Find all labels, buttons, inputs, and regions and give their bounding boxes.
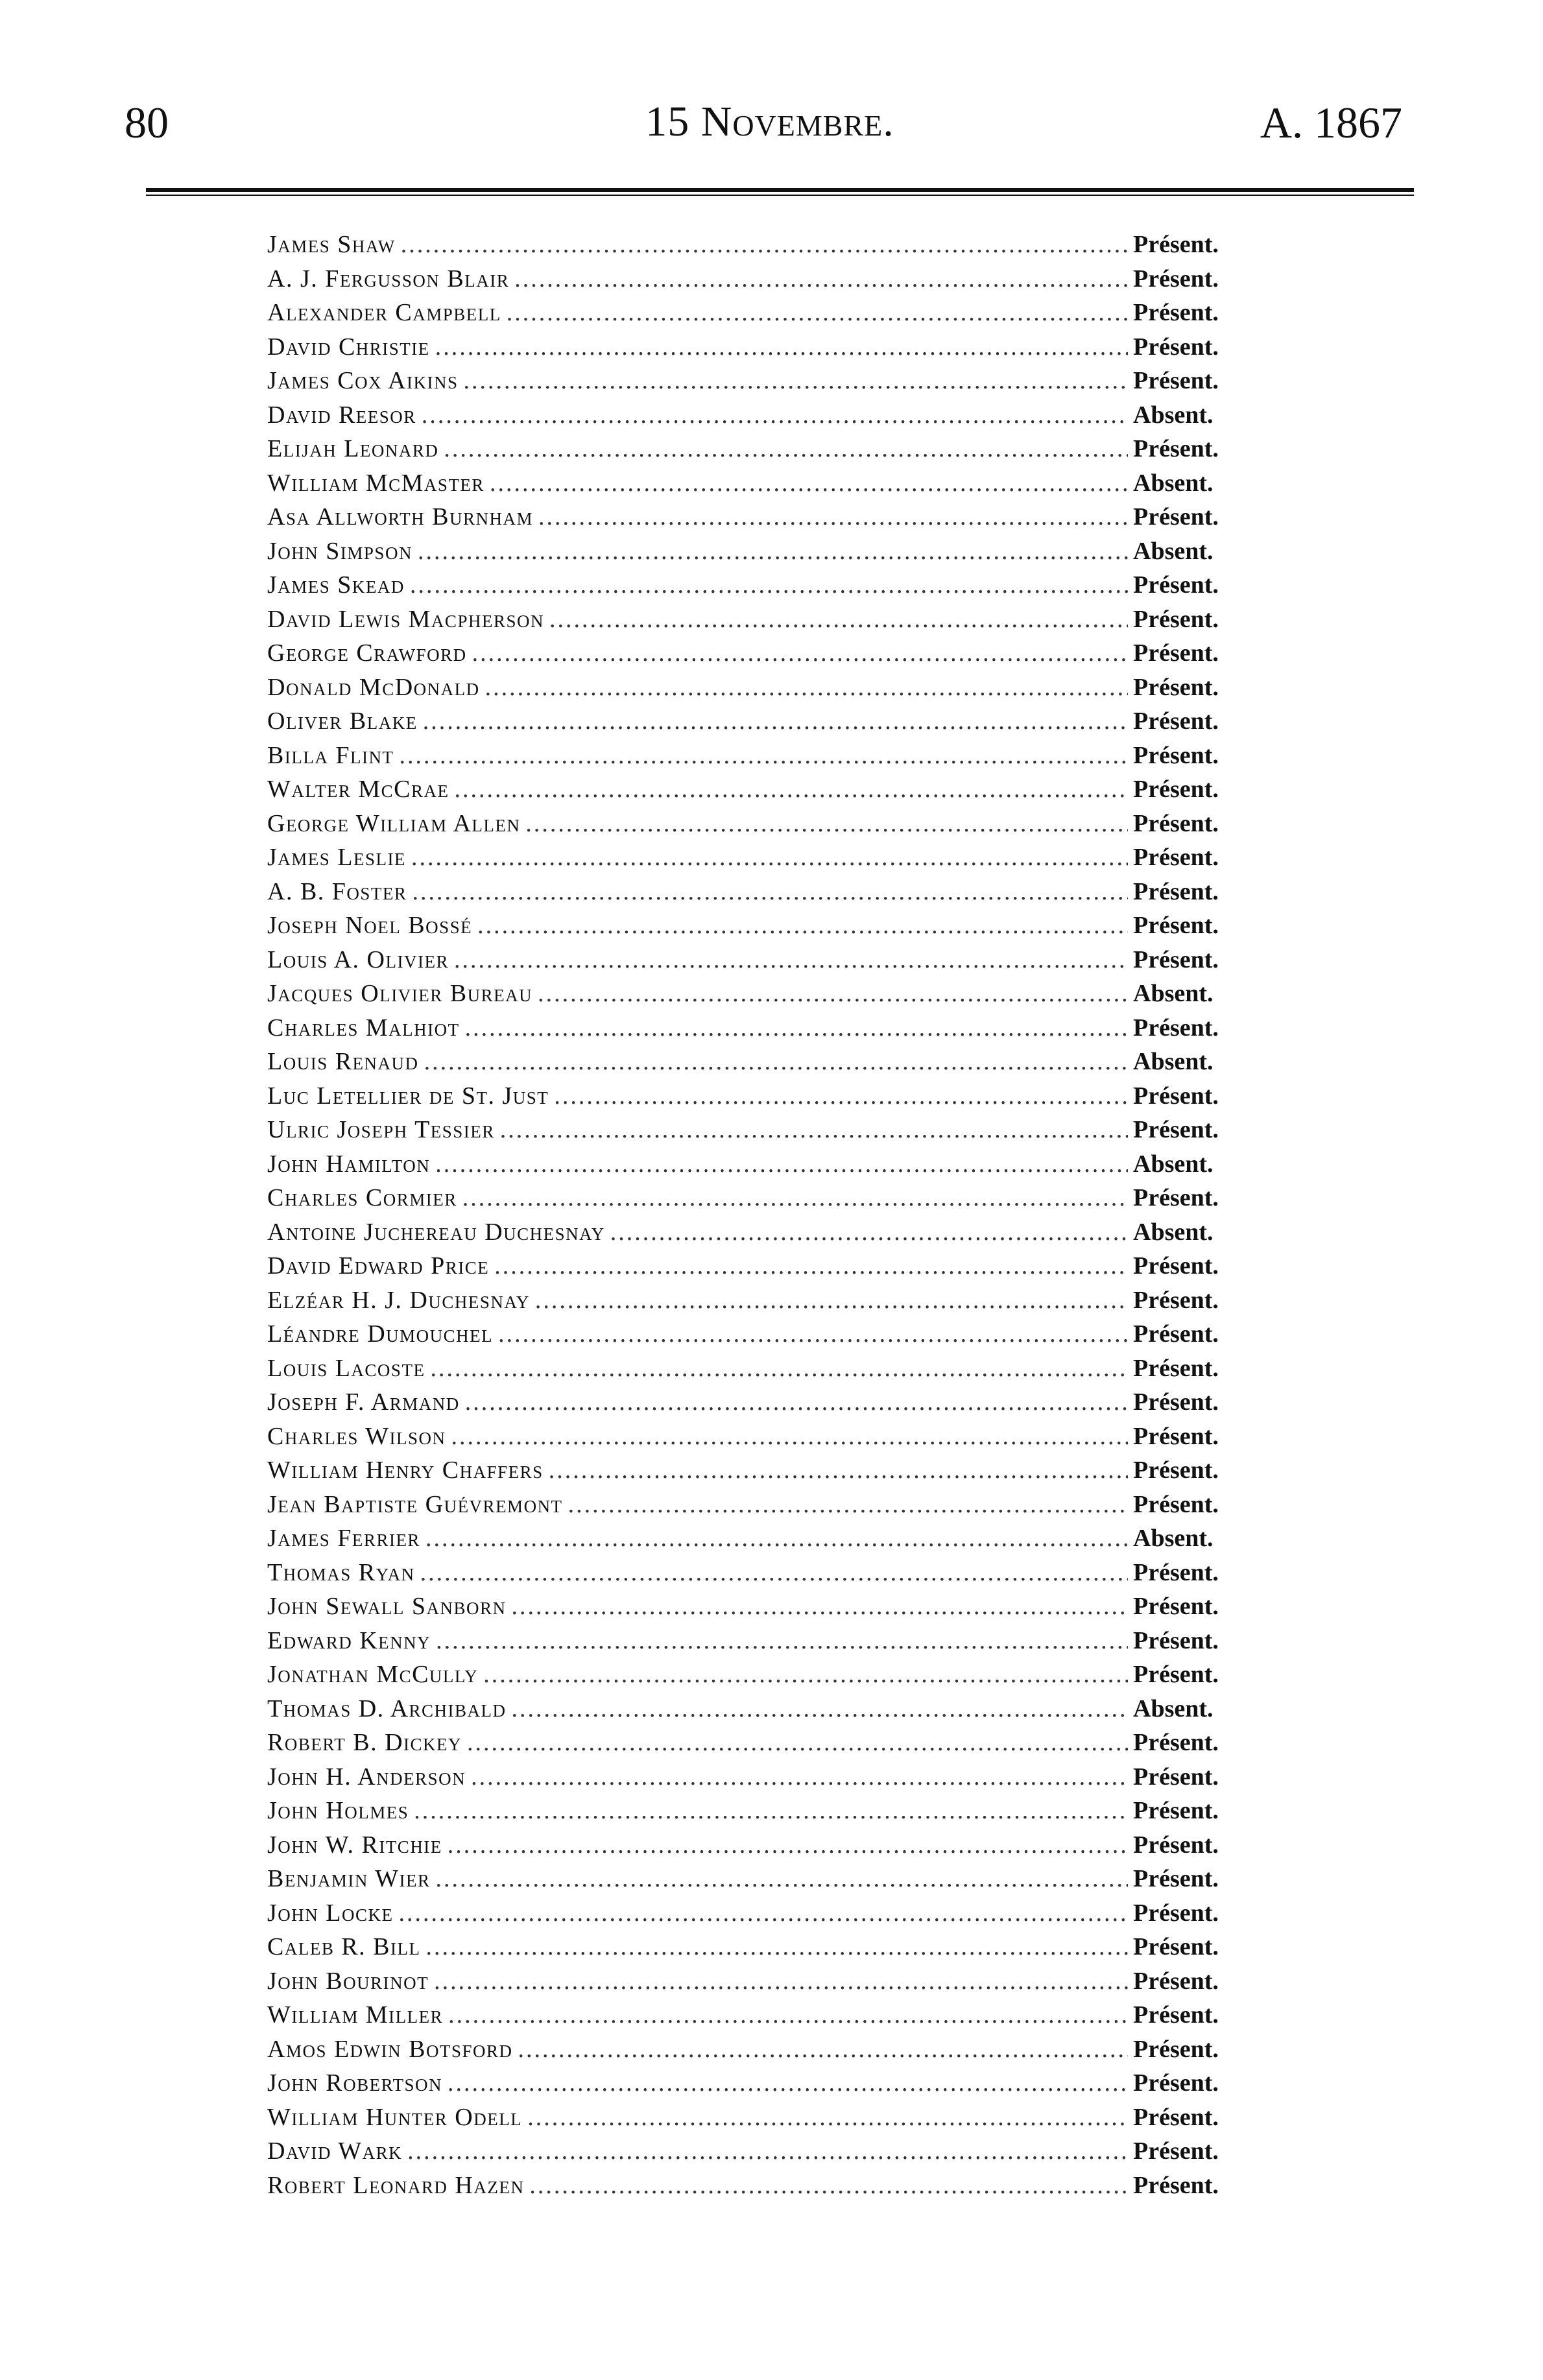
attendance-status: Présent. (1133, 1014, 1219, 1041)
dot-leader (425, 1524, 1128, 1553)
attendance-status: Présent. (1133, 333, 1219, 361)
member-name: David Wark (267, 2137, 403, 2165)
roll-row (267, 1933, 1263, 1967)
member-name: James Shaw (267, 231, 396, 258)
attendance-status: Présent. (1133, 1763, 1219, 1791)
attendance-status: Présent. (1133, 1593, 1219, 1620)
attendance-status: Présent. (1133, 231, 1219, 258)
roll-row (267, 1967, 1263, 2001)
dot-leader (527, 2103, 1128, 2132)
dot-leader (401, 230, 1128, 259)
attendance-status: Présent. (1133, 1286, 1219, 1314)
dot-leader (465, 1388, 1128, 1416)
roll-row (267, 1115, 1263, 1150)
dot-leader (477, 911, 1128, 940)
member-name: Charles Wilson (267, 1422, 446, 1450)
roll-row (267, 1831, 1263, 1865)
dot-leader (512, 1695, 1128, 1723)
attendance-status: Présent. (1133, 1661, 1219, 1688)
member-name: David Reesor (267, 401, 416, 429)
roll-row (267, 1490, 1263, 1525)
dot-leader (451, 1422, 1128, 1451)
roll-row (267, 1524, 1263, 1558)
member-name: Donald McDonald (267, 673, 480, 701)
dot-leader (399, 1899, 1129, 1927)
dot-leader (483, 1660, 1128, 1689)
dot-leader (448, 2069, 1128, 2097)
dot-leader (538, 979, 1128, 1008)
dot-leader (498, 1320, 1128, 1348)
dot-leader (430, 1354, 1128, 1383)
roll-row (267, 2001, 1263, 2035)
roll-row (267, 333, 1263, 367)
member-name: Antoine Juchereau Duchesnay (267, 1218, 605, 1246)
header-rule-thick (146, 188, 1414, 192)
member-name: John Holmes (267, 1797, 409, 1824)
roll-row (267, 265, 1263, 299)
roll-row (267, 1014, 1263, 1048)
member-name: James Leslie (267, 844, 406, 871)
roll-row (267, 946, 1263, 980)
member-name: William Miller (267, 2001, 444, 2029)
attendance-status: Absent. (1133, 401, 1214, 429)
roll-row (267, 2103, 1263, 2137)
roll-row (267, 1763, 1263, 1797)
roll-row (267, 401, 1263, 435)
roll-row (267, 1286, 1263, 1320)
member-name: George William Allen (267, 809, 521, 837)
member-name: John Hamilton (267, 1150, 431, 1178)
roll-row (267, 1695, 1263, 1729)
roll-row (267, 1422, 1263, 1457)
dot-leader (512, 1592, 1128, 1621)
header-rule-thin (146, 195, 1414, 196)
roll-row (267, 605, 1263, 639)
member-name: Thomas D. Archibald (267, 1695, 507, 1722)
dot-leader (454, 946, 1128, 974)
member-name: William McMaster (267, 469, 484, 497)
roll-row (267, 809, 1263, 844)
roll-row (267, 639, 1263, 673)
member-name: John Sewall Sanborn (267, 1593, 507, 1620)
roll-row (267, 2035, 1263, 2069)
attendance-status: Absent. (1133, 980, 1214, 1007)
dot-leader (412, 877, 1128, 906)
member-name: Elijah Leonard (267, 435, 439, 462)
roll-row (267, 298, 1263, 333)
dot-leader (436, 1626, 1128, 1655)
attendance-status: Présent. (1133, 2103, 1219, 2131)
dot-leader (500, 1115, 1128, 1144)
roll-row (267, 2137, 1263, 2171)
dot-leader (422, 401, 1128, 429)
dot-leader (467, 1728, 1128, 1757)
dot-leader (514, 265, 1128, 293)
roll-row (267, 1626, 1263, 1661)
dot-leader (518, 2035, 1128, 2064)
attendance-status: Présent. (1133, 2069, 1219, 2097)
dot-leader (426, 1933, 1128, 1961)
dot-leader (472, 639, 1128, 667)
attendance-status: Présent. (1133, 1388, 1219, 1416)
dot-leader (485, 673, 1128, 702)
roll-row (267, 1082, 1263, 1116)
member-name: Jean Baptiste Guévremont (267, 1490, 563, 1518)
attendance-status: Présent. (1133, 2137, 1219, 2165)
attendance-status: Présent. (1133, 1626, 1219, 1654)
roll-row (267, 537, 1263, 571)
roll-row (267, 434, 1263, 469)
roll-call-list (267, 230, 1263, 2205)
roll-row (267, 1388, 1263, 1422)
roll-row (267, 911, 1263, 946)
dot-leader (549, 605, 1128, 634)
member-name: A. J. Fergusson Blair (267, 265, 510, 292)
member-name: Charles Cormier (267, 1184, 457, 1211)
roll-row (267, 843, 1263, 877)
attendance-status: Présent. (1133, 2035, 1219, 2063)
dot-leader (399, 741, 1128, 770)
member-name: Caleb R. Bill (267, 1933, 421, 1960)
roll-row (267, 673, 1263, 708)
dot-leader (448, 1831, 1128, 1859)
roll-row (267, 979, 1263, 1014)
roll-row (267, 775, 1263, 809)
dot-leader (568, 1490, 1128, 1519)
member-name: Robert B. Dickey (267, 1729, 462, 1756)
attendance-status: Présent. (1133, 605, 1219, 633)
attendance-status: Présent. (1133, 2001, 1219, 2029)
member-name: Amos Edwin Botsford (267, 2035, 513, 2063)
roll-row (267, 877, 1263, 912)
dot-leader (410, 571, 1128, 599)
roll-row (267, 366, 1263, 401)
attendance-status: Présent. (1133, 639, 1219, 667)
attendance-status: Présent. (1133, 265, 1219, 292)
dot-leader (490, 469, 1128, 497)
member-name: William Hunter Odell (267, 2103, 523, 2131)
roll-row (267, 2069, 1263, 2103)
dot-leader (423, 707, 1128, 735)
page-title: 15 Novembre. (645, 98, 894, 145)
dot-leader (418, 537, 1128, 565)
dot-leader (494, 1252, 1128, 1280)
roll-row (267, 230, 1263, 265)
member-name: David Lewis Macpherson (267, 605, 544, 633)
dot-leader (434, 1967, 1128, 1995)
attendance-status: Présent. (1133, 912, 1219, 939)
roll-row (267, 1592, 1263, 1626)
member-name: Louis Lacoste (267, 1354, 425, 1382)
roll-row (267, 469, 1263, 503)
attendance-status: Absent. (1133, 1695, 1214, 1722)
roll-row (267, 1796, 1263, 1831)
member-name: John Simpson (267, 537, 413, 565)
attendance-status: Présent. (1133, 1422, 1219, 1450)
attendance-status: Présent. (1133, 1729, 1219, 1756)
member-name: David Edward Price (267, 1252, 490, 1279)
dot-leader (411, 843, 1128, 872)
roll-row (267, 1150, 1263, 1184)
attendance-status: Présent. (1133, 503, 1219, 530)
dot-leader (436, 1864, 1128, 1893)
dot-leader (420, 1558, 1128, 1587)
dot-leader (424, 1047, 1128, 1076)
member-name: James Ferrier (267, 1525, 420, 1552)
attendance-status: Présent. (1133, 1116, 1219, 1143)
member-name: John Bourinot (267, 1967, 429, 1995)
attendance-status: Présent. (1133, 1933, 1219, 1960)
attendance-status: Présent. (1133, 2171, 1219, 2199)
dot-leader (465, 1014, 1128, 1042)
attendance-status: Présent. (1133, 1320, 1219, 1348)
dot-leader (414, 1796, 1128, 1825)
dot-leader (507, 298, 1128, 327)
dot-leader (549, 1456, 1128, 1484)
dot-leader (535, 1286, 1128, 1315)
member-name: Jacques Olivier Bureau (267, 980, 533, 1007)
member-name: Louis Renaud (267, 1048, 419, 1075)
page-number: 80 (125, 98, 169, 147)
attendance-status: Présent. (1133, 776, 1219, 803)
roll-row (267, 1899, 1263, 1933)
member-name: Benjamin Wier (267, 1865, 431, 1892)
member-name: Léandre Dumouchel (267, 1320, 494, 1348)
member-name: Billa Flint (267, 741, 394, 769)
roll-row (267, 1184, 1263, 1218)
member-name: Robert Leonard Hazen (267, 2171, 525, 2199)
member-name: A. B. Foster (267, 877, 407, 905)
attendance-status: Présent. (1133, 946, 1219, 973)
attendance-status: Présent. (1133, 673, 1219, 701)
roll-row (267, 2171, 1263, 2206)
member-name: Thomas Ryan (267, 1558, 415, 1586)
member-name: John Robertson (267, 2069, 443, 2097)
dot-leader (525, 809, 1128, 838)
roll-row (267, 1320, 1263, 1354)
dot-leader (538, 503, 1128, 531)
attendance-status: Présent. (1133, 435, 1219, 462)
dot-leader (462, 1184, 1128, 1212)
member-name: Alexander Campbell (267, 299, 501, 326)
roll-row (267, 571, 1263, 605)
attendance-status: Présent. (1133, 1558, 1219, 1586)
attendance-status: Présent. (1133, 844, 1219, 871)
page-year: A. 1867 (1260, 98, 1402, 147)
member-name: Luc Letellier de St. Just (267, 1082, 549, 1110)
roll-row (267, 1354, 1263, 1388)
attendance-status: Présent. (1133, 1354, 1219, 1382)
roll-row (267, 1864, 1263, 1899)
roll-row (267, 1660, 1263, 1695)
roll-row (267, 741, 1263, 776)
member-name: Oliver Blake (267, 708, 418, 735)
roll-row (267, 1456, 1263, 1490)
member-name: Joseph F. Armand (267, 1388, 460, 1416)
member-name: Walter McCrae (267, 776, 449, 803)
roll-row (267, 1218, 1263, 1252)
attendance-status: Présent. (1133, 571, 1219, 599)
attendance-status: Présent. (1133, 1967, 1219, 1995)
attendance-status: Présent. (1133, 809, 1219, 837)
dot-leader (529, 2171, 1128, 2200)
attendance-status: Présent. (1133, 877, 1219, 905)
attendance-status: Absent. (1133, 1150, 1214, 1178)
member-name: Joseph Noel Bossé (267, 912, 473, 939)
member-name: John H. Anderson (267, 1763, 466, 1791)
dot-leader (455, 775, 1128, 803)
attendance-status: Présent. (1133, 299, 1219, 326)
dot-leader (435, 333, 1128, 361)
member-name: William Henry Chaffers (267, 1457, 544, 1484)
dot-leader (471, 1763, 1128, 1791)
attendance-status: Présent. (1133, 1865, 1219, 1892)
attendance-status: Présent. (1133, 1899, 1219, 1927)
attendance-status: Absent. (1133, 1218, 1214, 1246)
attendance-status: Présent. (1133, 1184, 1219, 1211)
dot-leader (610, 1218, 1128, 1246)
attendance-status: Absent. (1133, 1048, 1214, 1075)
roll-row (267, 1558, 1263, 1593)
attendance-status: Absent. (1133, 537, 1214, 565)
member-name: Louis A. Olivier (267, 946, 449, 973)
member-name: Asa Allworth Burnham (267, 503, 534, 530)
roll-row (267, 503, 1263, 537)
attendance-status: Présent. (1133, 708, 1219, 735)
member-name: James Cox Aikins (267, 367, 459, 394)
member-name: John W. Ritchie (267, 1831, 442, 1859)
member-name: Ulric Joseph Tessier (267, 1116, 495, 1143)
roll-row (267, 1728, 1263, 1763)
attendance-status: Présent. (1133, 1252, 1219, 1279)
member-name: Elzéar H. J. Duchesnay (267, 1286, 530, 1314)
roll-row (267, 1252, 1263, 1286)
attendance-status: Présent. (1133, 741, 1219, 769)
attendance-status: Présent. (1133, 1082, 1219, 1110)
attendance-status: Présent. (1133, 1831, 1219, 1859)
attendance-status: Présent. (1133, 367, 1219, 394)
member-name: John Locke (267, 1899, 394, 1927)
attendance-status: Absent. (1133, 469, 1214, 497)
dot-leader (435, 1150, 1128, 1178)
dot-leader (448, 2001, 1128, 2029)
dot-leader (554, 1082, 1128, 1110)
attendance-status: Présent. (1133, 1457, 1219, 1484)
page-header (125, 97, 1415, 156)
attendance-status: Absent. (1133, 1525, 1214, 1552)
attendance-status: Présent. (1133, 1490, 1219, 1518)
member-name: Jonathan McCully (267, 1661, 479, 1688)
member-name: James Skead (267, 571, 405, 599)
member-name: George Crawford (267, 639, 467, 667)
member-name: Charles Malhiot (267, 1014, 460, 1041)
dot-leader (444, 434, 1128, 463)
dot-leader (407, 2137, 1128, 2165)
roll-row (267, 1047, 1263, 1082)
member-name: David Christie (267, 333, 430, 361)
dot-leader (464, 366, 1129, 395)
roll-row (267, 707, 1263, 741)
member-name: Edward Kenny (267, 1626, 431, 1654)
attendance-status: Présent. (1133, 1797, 1219, 1824)
